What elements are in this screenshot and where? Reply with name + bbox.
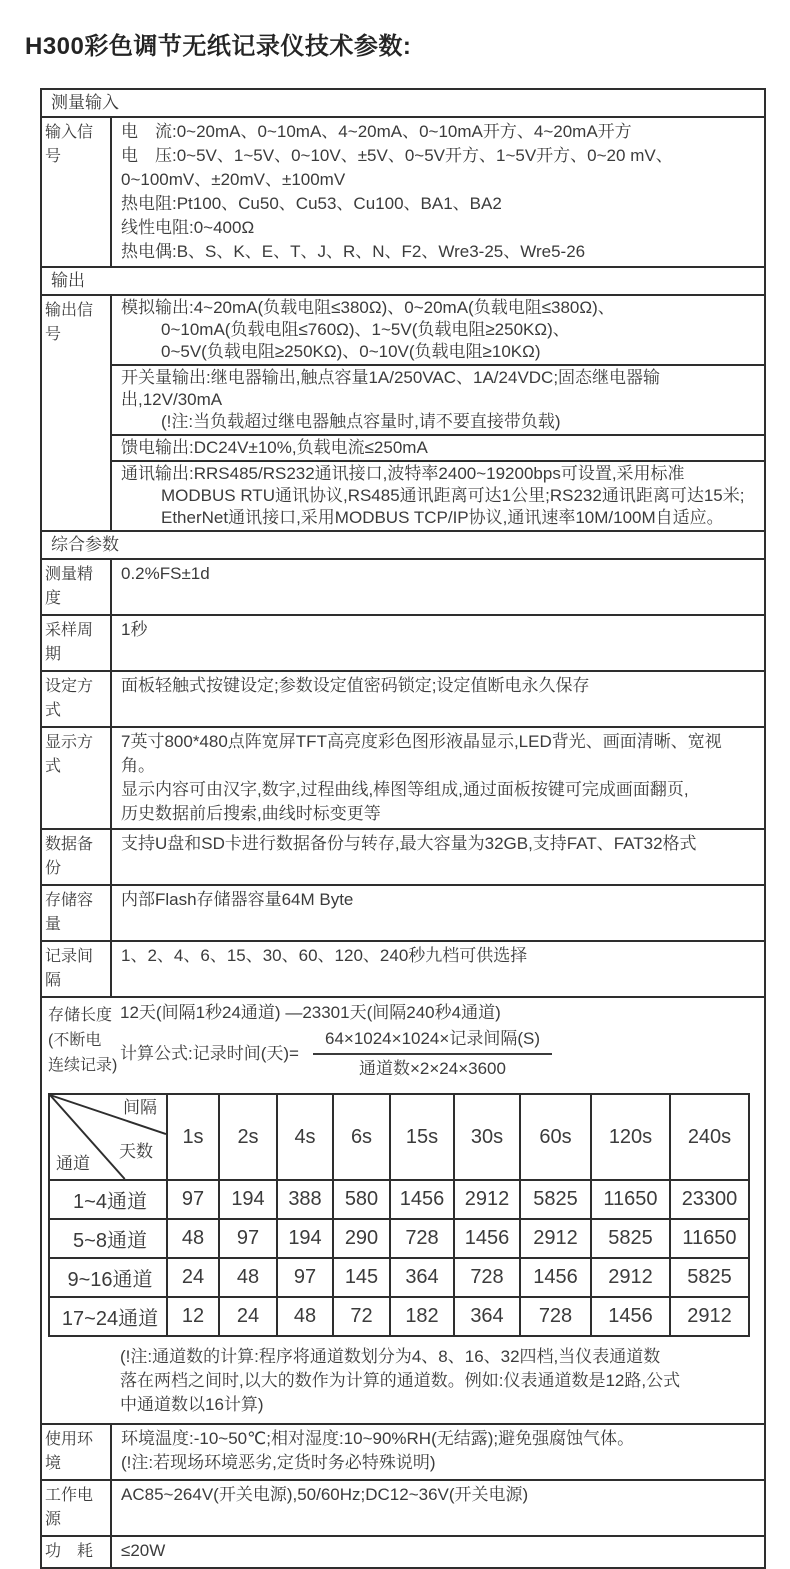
storage-note-line: (!注:通道数的计算:程序将通道数划分为4、8、16、32四档,当仪表通道数 — [120, 1347, 661, 1366]
days-col-header: 240s — [670, 1094, 749, 1180]
storage-note-line: 中通道数以16计算) — [120, 1395, 264, 1414]
row-input-signal — [42, 116, 764, 266]
value-setting: 面板轻触式按键设定;参数设定值密码锁定;设定值断电永久保存 — [121, 676, 590, 695]
display-line: 显示内容可由汉字,数字,过程曲线,棒图等组成,通过面板按键可完成画面翻页, — [121, 780, 689, 799]
days-cell: 97 — [167, 1180, 219, 1219]
days-row-label: 5~8通道 — [49, 1219, 167, 1258]
value-power: AC85~264V(开关电源),50/60Hz;DC12~36V(开关电源) — [121, 1485, 529, 1504]
days-table-row — [49, 1258, 749, 1297]
input-signal-line: 热电阻:Pt100、Cu50、Cu53、Cu100、BA1、BA2 — [121, 194, 502, 213]
input-signal-line: 0~100mV、±20mV、±100mV — [121, 170, 346, 189]
input-signal-line: 电 压:0~5V、1~5V、0~10V、±5V、0~5V开方、1~5V开方、0~20 mV、 — [121, 146, 673, 165]
storage-range: 12天(间隔1秒24通道) —23301天(间隔240秒4通道) — [120, 1003, 501, 1022]
value-output-signal — [112, 296, 764, 530]
days-table-header-row — [49, 1094, 749, 1180]
days-cell: 24 — [167, 1258, 219, 1297]
formula-prefix: 计算公式:记录时间(天)= — [120, 1044, 299, 1063]
days-table — [48, 1093, 750, 1337]
corner-channel-label: 通道 — [56, 1154, 90, 1173]
label-consumption: 功 耗 — [42, 1537, 112, 1567]
value-input-signal — [112, 118, 764, 266]
days-row-label: 1~4通道 — [49, 1180, 167, 1219]
storage-formula — [120, 1028, 764, 1080]
label-storage-length — [48, 1003, 122, 1078]
storage-label-line: 连续记录) — [48, 1057, 118, 1074]
days-table-corner-cell — [49, 1094, 167, 1180]
feed-output-line: 馈电输出:DC24V±10%,负载电流≤250mA — [121, 438, 428, 457]
formula-fraction — [313, 1028, 552, 1080]
days-cell: 364 — [390, 1258, 454, 1297]
days-cell: 2912 — [520, 1219, 591, 1258]
days-cell: 194 — [219, 1180, 277, 1219]
input-signal-line: 热电偶:B、S、K、E、T、J、R、N、F2、Wre3-25、Wre5-26 — [121, 242, 586, 261]
row-power — [42, 1479, 764, 1535]
days-cell: 728 — [454, 1258, 520, 1297]
value-accuracy: 0.2%FS±1d — [121, 564, 210, 583]
value-display — [112, 728, 764, 828]
section-row-measure-input — [42, 90, 764, 116]
section-header-output: 输出 — [51, 271, 85, 290]
display-line: 7英寸800*480点阵宽屏TFT高亮度彩色图形液晶显示,LED背光、画面清晰、宽视角。 — [121, 732, 722, 775]
days-cell: 5825 — [520, 1180, 591, 1219]
subcell-comm-output — [112, 460, 764, 530]
days-cell: 23300 — [670, 1180, 749, 1219]
analog-output-line: 0~10mA(负载电阻≤760Ω)、1~5V(负载电阻≥250KΩ)、 — [161, 320, 570, 339]
storage-note — [120, 1345, 764, 1417]
days-cell: 5825 — [591, 1219, 670, 1258]
label-interval: 记录间隔 — [42, 942, 112, 996]
label-sampling: 采样周期 — [42, 616, 112, 670]
row-storage-length — [42, 996, 764, 1423]
spec-table — [40, 88, 766, 1569]
days-cell: 48 — [277, 1297, 333, 1336]
row-sampling — [42, 614, 764, 670]
days-cell: 728 — [520, 1297, 591, 1336]
value-capacity: 内部Flash存储器容量64M Byte — [121, 890, 354, 909]
section-header-general: 综合参数 — [51, 535, 119, 554]
days-cell: 2912 — [670, 1297, 749, 1336]
comm-output-line: MODBUS RTU通讯协议,RS485通讯距离可达1公里;RS232通讯距离可达15米; — [161, 486, 745, 505]
days-col-header: 30s — [454, 1094, 520, 1180]
comm-output-line: 通讯输出:RRS485/RS232通讯接口,波特率2400~19200bps可设置,采用标准 — [121, 464, 685, 483]
label-capacity: 存储容量 — [42, 886, 112, 940]
switch-output-line: (!注:当负载超过继电器触点容量时,请不要直接带负载) — [161, 412, 561, 431]
value-interval: 1、2、4、6、15、30、60、120、240秒九档可供选择 — [121, 946, 528, 965]
days-col-header: 60s — [520, 1094, 591, 1180]
subcell-switch-output — [112, 364, 764, 434]
subcell-analog-output — [112, 296, 764, 364]
days-cell: 388 — [277, 1180, 333, 1219]
days-col-header: 15s — [390, 1094, 454, 1180]
section-row-general — [42, 530, 764, 558]
formula-denominator: 通道数×2×24×3600 — [359, 1059, 506, 1078]
storage-label-line: (不断电 — [48, 1032, 102, 1049]
days-cell: 1456 — [591, 1297, 670, 1336]
days-cell: 72 — [333, 1297, 390, 1336]
value-sampling: 1秒 — [121, 620, 148, 639]
days-cell: 5825 — [670, 1258, 749, 1297]
input-signal-line: 电 流:0~20mA、0~10mA、4~20mA、0~10mA开方、4~20mA开方 — [121, 122, 632, 141]
days-table-row — [49, 1297, 749, 1336]
section-header-measure-input: 测量输入 — [51, 93, 119, 112]
formula-numerator: 64×1024×1024×记录间隔(S) — [313, 1028, 552, 1055]
days-cell: 1456 — [390, 1180, 454, 1219]
label-output-signal: 输出信号 — [42, 296, 112, 530]
value-consumption: ≤20W — [121, 1541, 166, 1560]
label-power: 工作电源 — [42, 1481, 112, 1535]
days-cell: 24 — [219, 1297, 277, 1336]
analog-output-line: 0~5V(负载电阻≥250KΩ)、0~10V(负载电阻≥10KΩ) — [161, 342, 541, 361]
days-cell: 48 — [219, 1258, 277, 1297]
days-cell: 728 — [390, 1219, 454, 1258]
display-line: 历史数据前后搜索,曲线时标变更等 — [121, 804, 381, 823]
row-capacity — [42, 884, 764, 940]
days-cell: 12 — [167, 1297, 219, 1336]
section-row-output — [42, 266, 764, 294]
row-interval — [42, 940, 764, 996]
days-col-header: 120s — [591, 1094, 670, 1180]
days-cell: 97 — [219, 1219, 277, 1258]
days-cell: 48 — [167, 1219, 219, 1258]
storage-note-line: 落在两档之间时,以大的数作为计算的通道数。例如:仪表通道数是12路,公式 — [120, 1371, 681, 1390]
days-table-row — [49, 1219, 749, 1258]
days-col-header: 4s — [277, 1094, 333, 1180]
value-backup: 支持U盘和SD卡进行数据备份与转存,最大容量为32GB,支持FAT、FAT32格式 — [121, 834, 697, 853]
subcell-feed-output — [112, 434, 764, 460]
label-setting: 设定方式 — [42, 672, 112, 726]
days-cell: 2912 — [454, 1180, 520, 1219]
page-title: H300彩色调节无纸记录仪技术参数: — [25, 33, 412, 60]
label-backup: 数据备份 — [42, 830, 112, 884]
days-row-label: 17~24通道 — [49, 1297, 167, 1336]
environment-line: (!注:若现场环境恶劣,定货时务必特殊说明) — [121, 1453, 436, 1472]
value-environment — [112, 1425, 764, 1479]
days-cell: 182 — [390, 1297, 454, 1336]
days-cell: 1456 — [454, 1219, 520, 1258]
days-cell: 97 — [277, 1258, 333, 1297]
corner-interval-label: 间隔 — [123, 1098, 157, 1117]
days-col-header: 2s — [219, 1094, 277, 1180]
days-cell: 2912 — [591, 1258, 670, 1297]
storage-label-line: 存储长度 — [48, 1007, 113, 1024]
days-row-label: 9~16通道 — [49, 1258, 167, 1297]
row-backup — [42, 828, 764, 884]
input-signal-line: 线性电阻:0~400Ω — [121, 218, 255, 237]
days-cell: 1456 — [520, 1258, 591, 1297]
days-cell: 580 — [333, 1180, 390, 1219]
days-cell: 11650 — [670, 1219, 749, 1258]
label-environment: 使用环境 — [42, 1425, 112, 1479]
row-output-signal — [42, 294, 764, 530]
label-input-signal: 输入信号 — [42, 118, 112, 266]
days-cell: 11650 — [591, 1180, 670, 1219]
analog-output-line: 模拟输出:4~20mA(负载电阻≤380Ω)、0~20mA(负载电阻≤380Ω)、 — [121, 298, 615, 317]
row-environment — [42, 1423, 764, 1479]
days-table-row — [49, 1180, 749, 1219]
label-accuracy: 测量精度 — [42, 560, 112, 614]
days-cell: 364 — [454, 1297, 520, 1336]
days-col-header: 6s — [333, 1094, 390, 1180]
storage-summary — [120, 1001, 764, 1080]
days-cell: 290 — [333, 1219, 390, 1258]
row-accuracy — [42, 558, 764, 614]
days-col-header: 1s — [167, 1094, 219, 1180]
row-setting — [42, 670, 764, 726]
days-cell: 194 — [277, 1219, 333, 1258]
environment-line: 环境温度:-10~50℃;相对湿度:10~90%RH(无结露);避免强腐蚀气体。 — [121, 1429, 635, 1448]
switch-output-line: 开关量输出:继电器输出,触点容量1A/250VAC、1A/24VDC;固态继电器输出,12V/30mA — [121, 368, 661, 409]
days-cell: 145 — [333, 1258, 390, 1297]
row-consumption — [42, 1535, 764, 1567]
corner-days-label: 天数 — [119, 1142, 153, 1161]
comm-output-line: EtherNet通讯接口,采用MODBUS TCP/IP协议,通讯速率10M/100M自适应。 — [161, 508, 724, 527]
row-display — [42, 726, 764, 828]
label-display: 显示方式 — [42, 728, 112, 828]
